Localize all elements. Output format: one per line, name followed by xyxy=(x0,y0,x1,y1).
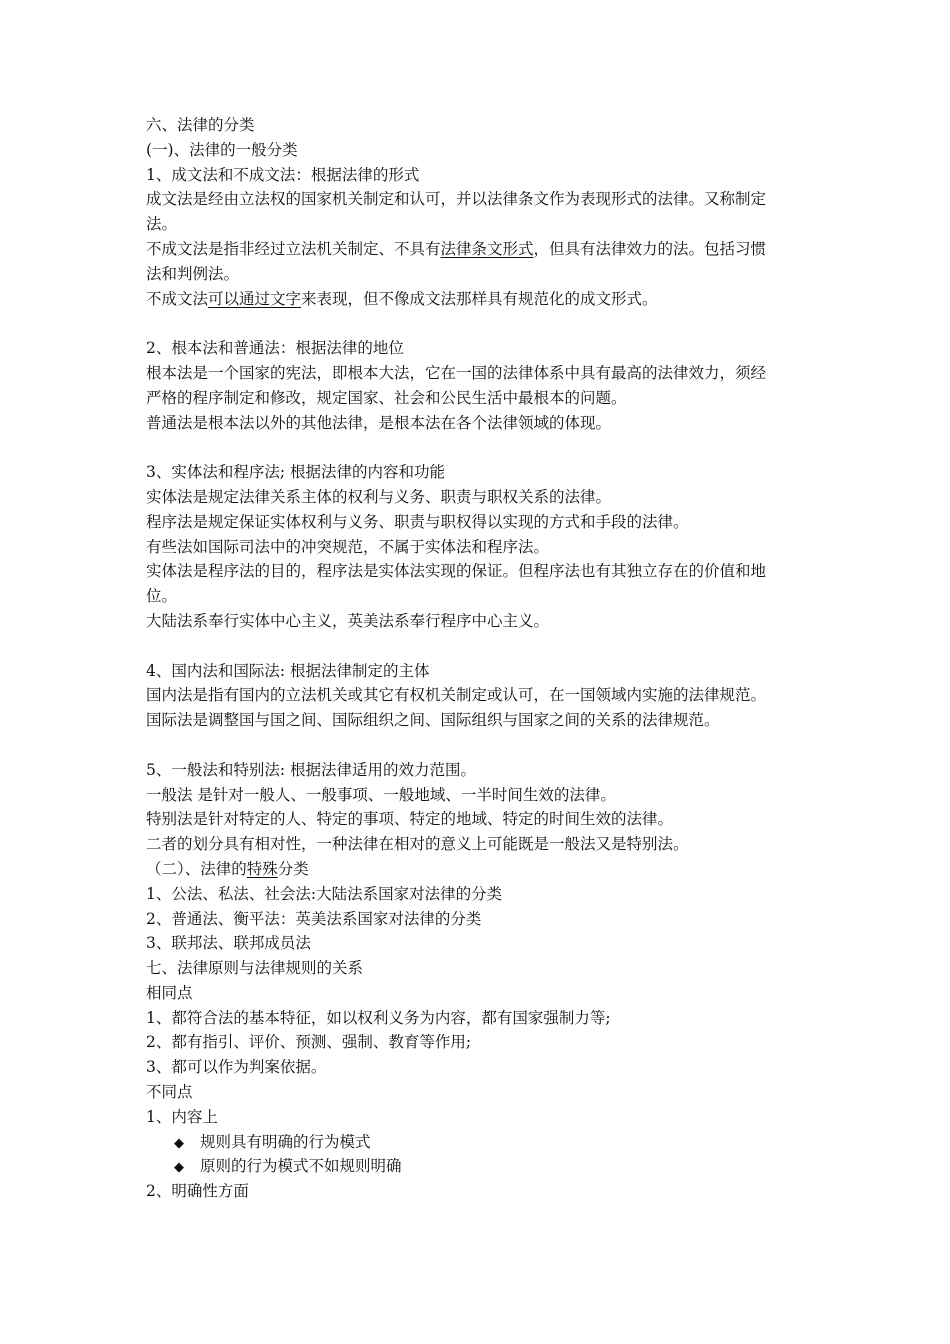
text-line: 4、国内法和国际法: 根据法律制定的主体 xyxy=(146,661,430,680)
text-segment: 来表现，但不像成文法那样具有规范化的成文形式。 xyxy=(301,289,658,308)
text-line: 1、内容上 xyxy=(146,1107,218,1126)
diamond-bullet-icon: ◆ xyxy=(174,1160,184,1176)
text-line: 根本法是一个国家的宪法，即根本大法，它在一国的法律体系中具有最高的法律效力，须经 xyxy=(146,363,767,382)
text-line: 2、都有指引、评价、预测、强制、教育等作用; xyxy=(146,1033,472,1052)
text-segment: ，但具有法律效力的法。包括习惯 xyxy=(533,239,767,258)
text-line: 3、实体法和程序法; 根据法律的内容和功能 xyxy=(146,463,446,482)
underlined-text: 特殊 xyxy=(246,859,278,878)
blank-line xyxy=(146,311,816,336)
text-line: 国内法是指有国内的立法机关或其它有权机关制定或认可，在一国领域内实施的法律规范。 xyxy=(146,686,767,705)
document-page xyxy=(146,113,816,1204)
text-line: 3、联邦法、联邦成员法 xyxy=(146,934,311,953)
text-line: 有些法如国际司法中的冲突规范，不属于实体法和程序法。 xyxy=(146,537,550,556)
text-line: 1、都符合法的基本特征，如以权利义务为内容，都有国家强制力等; xyxy=(146,1008,611,1027)
text-line: 2、普通法、衡平法：英美法系国家对法律的分类 xyxy=(146,909,482,928)
text-segment: （二）、法律的 xyxy=(146,859,247,878)
text-line: 严格的程序制定和修改，规定国家、社会和公民生活中最根本的问题。 xyxy=(146,388,627,407)
text-line xyxy=(146,237,816,262)
text-line: 二者的划分具有相对性，一种法律在相对的意义上可能既是一般法又是特别法。 xyxy=(146,835,689,854)
text-line: 国际法是调整国与国之间、国际组织之间、国际组织与国家之间的关系的法律规范。 xyxy=(146,711,720,730)
text-line: 程序法是规定保证实体权利与义务、职责与职权得以实现的方式和手段的法律。 xyxy=(146,512,689,531)
text-segment: 不成文法 xyxy=(146,289,209,308)
text-line: 实体法是规定法律关系主体的权利与义务、职责与职权关系的法律。 xyxy=(146,487,612,506)
text-line: 成文法是经由立法权的国家机关制定和认可，并以法律条文作为表现形式的法律。又称制定 xyxy=(146,190,767,209)
text-line: 位。 xyxy=(146,587,178,606)
text-segment: 不成文法是指非经过立法机关制定、不具有 xyxy=(146,239,441,258)
text-line: (一)、法律的一般分类 xyxy=(146,140,298,159)
text-line: 特别法是针对特定的人、特定的事项、特定的地域、特定的时间生效的法律。 xyxy=(146,810,674,829)
text-line: 不同点 xyxy=(146,1083,193,1102)
text-line: 大陆法系奉行实体中心主义，英美法系奉行程序中心主义。 xyxy=(146,611,550,630)
underlined-text: 法律条文形式 xyxy=(440,239,534,258)
text-line: 2、明确性方面 xyxy=(146,1182,249,1201)
text-line: 一般法 是针对一般人、一般事项、一般地域、一半时间生效的法律。 xyxy=(146,785,616,804)
text-line: 2、根本法和普通法：根据法律的地位 xyxy=(146,339,404,358)
blank-line xyxy=(146,634,816,659)
bullet-item xyxy=(146,1130,816,1155)
bullet-text: 原则的行为模式不如规则明确 xyxy=(200,1157,402,1176)
text-line: 七、法律原则与法律规则的关系 xyxy=(146,959,364,978)
text-line: 相同点 xyxy=(146,983,193,1002)
text-segment: 分类 xyxy=(277,859,309,878)
diamond-bullet-icon: ◆ xyxy=(174,1135,184,1151)
text-line xyxy=(146,857,816,882)
underlined-text: 可以通过文字 xyxy=(208,289,302,308)
text-line: 六、法律的分类 xyxy=(146,116,255,134)
text-line: 5、一般法和特别法: 根据法律适用的效力范围。 xyxy=(146,760,477,779)
text-line: 法和判例法。 xyxy=(146,264,240,283)
text-line: 3、都可以作为判案依据。 xyxy=(146,1058,327,1077)
text-line: 普通法是根本法以外的其他法律，是根本法在各个法律领域的体现。 xyxy=(146,413,612,432)
blank-line xyxy=(146,435,816,460)
bullet-text: 规则具有明确的行为模式 xyxy=(200,1132,371,1151)
text-line: 法。 xyxy=(146,215,178,234)
blank-line xyxy=(146,733,816,758)
text-line: 1、成文法和不成文法：根据法律的形式 xyxy=(146,165,420,184)
text-line: 1、公法、私法、社会法:大陆法系国家对法律的分类 xyxy=(146,884,503,903)
bullet-item xyxy=(146,1154,816,1179)
text-line: 实体法是程序法的目的，程序法是实体法实现的保证。但程序法也有其独立存在的价值和地 xyxy=(146,562,767,581)
text-line xyxy=(146,287,816,312)
